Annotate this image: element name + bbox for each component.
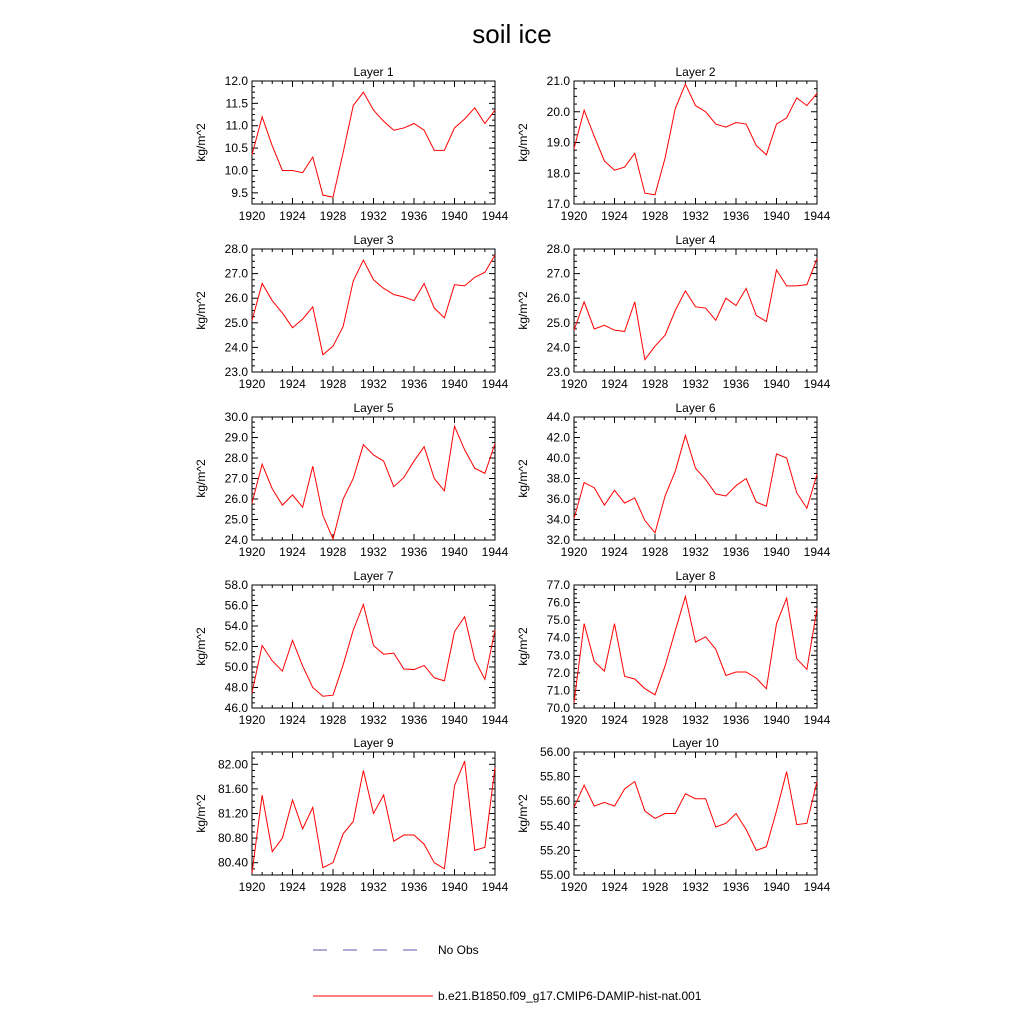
series-line: [574, 259, 817, 360]
x-tick-label: 1932: [682, 209, 709, 223]
y-tick-label: 32.0: [546, 533, 570, 547]
y-tick-label: 55.40: [539, 818, 570, 833]
series-line: [252, 604, 495, 696]
y-tick-label: 29.0: [224, 430, 248, 445]
x-tick-label: 1920: [560, 545, 588, 559]
series-line: [252, 255, 495, 355]
y-tick-label: 12.0: [224, 74, 248, 88]
x-tick-label: 1928: [641, 880, 669, 894]
x-tick-label: 1940: [441, 377, 468, 391]
y-tick-label: 55.20: [539, 843, 570, 858]
x-tick-label: 1928: [641, 713, 669, 727]
y-tick-label: 48.0: [224, 680, 248, 695]
legend-label-no-obs: No Obs: [438, 943, 479, 957]
y-axis-label: kg/m^2: [194, 459, 208, 498]
x-tick-label: 1936: [722, 209, 750, 223]
y-tick-label: 18.0: [546, 166, 570, 181]
x-tick-label: 1920: [238, 377, 266, 391]
panel-title: Layer 5: [353, 401, 394, 415]
x-tick-label: 1936: [722, 545, 750, 559]
y-tick-label: 71.0: [546, 683, 570, 698]
y-tick-label: 11.0: [225, 118, 248, 133]
y-axis-label: kg/m^2: [516, 794, 530, 833]
y-tick-label: 55.00: [539, 868, 570, 882]
x-tick-label: 1924: [279, 545, 306, 559]
panel-title: Layer 8: [675, 569, 716, 583]
x-tick-label: 1936: [722, 880, 750, 894]
x-tick-label: 1924: [601, 209, 628, 223]
plot-frame: [574, 417, 817, 540]
y-axis-label: kg/m^2: [194, 627, 208, 666]
x-tick-label: 1924: [279, 209, 306, 223]
x-tick-label: 1928: [319, 545, 347, 559]
x-tick-label: 1928: [641, 209, 669, 223]
x-tick-label: 1920: [238, 545, 266, 559]
y-tick-label: 77.0: [546, 578, 570, 592]
plot-frame: [574, 249, 817, 372]
panel-title: Layer 10: [672, 736, 719, 750]
x-tick-label: 1944: [481, 713, 509, 727]
x-tick-label: 1936: [400, 377, 428, 391]
y-tick-label: 26.0: [224, 492, 248, 506]
panel-title: Layer 6: [675, 401, 716, 415]
y-tick-label: 10.5: [224, 141, 248, 156]
y-tick-label: 23.0: [224, 365, 248, 379]
y-tick-label: 36.0: [546, 492, 570, 506]
series-line: [574, 596, 817, 702]
y-tick-label: 82.00: [217, 757, 248, 772]
x-tick-label: 1940: [763, 209, 790, 223]
y-tick-label: 38.0: [546, 471, 570, 486]
y-axis-label: kg/m^2: [516, 627, 530, 666]
y-tick-label: 81.60: [217, 781, 248, 796]
x-tick-label: 1944: [803, 880, 831, 894]
y-axis-label: kg/m^2: [516, 291, 530, 330]
panel-title: Layer 7: [353, 569, 394, 583]
figure-title: soil ice: [472, 19, 552, 49]
y-tick-label: 30.0: [224, 410, 248, 424]
y-tick-label: 54.0: [224, 619, 248, 633]
panel-1: [194, 65, 509, 223]
x-tick-label: 1936: [722, 713, 750, 727]
series-line: [252, 426, 495, 539]
panel-9: [194, 736, 509, 894]
x-tick-label: 1936: [400, 209, 428, 223]
x-tick-label: 1932: [682, 545, 709, 559]
y-tick-label: 56.00: [539, 745, 570, 759]
x-tick-label: 1924: [601, 377, 628, 391]
y-tick-label: 24.0: [546, 340, 570, 355]
x-tick-label: 1944: [481, 545, 509, 559]
x-tick-label: 1920: [560, 880, 588, 894]
x-tick-label: 1940: [441, 880, 468, 894]
x-tick-label: 1940: [441, 545, 468, 559]
y-tick-label: 76.0: [546, 595, 570, 610]
plot-frame: [574, 752, 817, 875]
y-tick-label: 34.0: [546, 512, 570, 527]
x-tick-label: 1932: [682, 377, 709, 391]
panel-4: [516, 233, 831, 391]
x-tick-label: 1932: [682, 880, 709, 894]
y-tick-label: 26.0: [546, 291, 570, 306]
y-axis-label: kg/m^2: [194, 123, 208, 162]
x-tick-label: 1928: [319, 377, 347, 391]
y-tick-label: 80.80: [217, 831, 248, 846]
panel-7: [194, 569, 509, 727]
x-tick-label: 1928: [319, 209, 347, 223]
y-tick-label: 24.0: [224, 340, 248, 355]
x-tick-label: 1924: [279, 880, 306, 894]
y-tick-label: 21.0: [546, 74, 570, 88]
y-tick-label: 28.0: [224, 451, 248, 465]
y-tick-label: 27.0: [546, 266, 570, 281]
x-tick-label: 1920: [238, 209, 266, 223]
y-tick-label: 52.0: [224, 639, 248, 654]
x-tick-label: 1920: [560, 377, 588, 391]
y-tick-label: 25.0: [224, 512, 248, 527]
panel-2: [516, 65, 831, 223]
x-tick-label: 1920: [560, 209, 588, 223]
y-tick-label: 73.0: [546, 648, 570, 663]
x-tick-label: 1940: [763, 377, 790, 391]
series-line: [252, 92, 495, 197]
x-tick-label: 1920: [238, 880, 266, 894]
plot-frame: [574, 81, 817, 204]
panel-3: [194, 233, 509, 391]
x-tick-label: 1920: [238, 713, 266, 727]
plot-frame: [252, 585, 495, 708]
x-tick-label: 1944: [481, 880, 509, 894]
x-tick-label: 1940: [441, 713, 468, 727]
panel-5: [194, 401, 509, 559]
x-tick-label: 1928: [319, 880, 347, 894]
y-tick-label: 25.0: [546, 315, 570, 330]
x-tick-label: 1924: [279, 713, 306, 727]
x-tick-label: 1924: [601, 545, 628, 559]
x-tick-label: 1928: [641, 377, 669, 391]
y-tick-label: 81.20: [217, 806, 248, 821]
y-tick-label: 40.0: [546, 451, 570, 465]
y-tick-label: 23.0: [546, 365, 570, 379]
plot-frame: [252, 249, 495, 372]
legend: [313, 943, 702, 1003]
x-tick-label: 1944: [803, 713, 831, 727]
panel-10: [516, 736, 831, 894]
y-tick-label: 46.0: [224, 701, 248, 715]
y-tick-label: 28.0: [546, 242, 570, 256]
panel-title: Layer 1: [353, 65, 394, 79]
x-tick-label: 1944: [803, 209, 831, 223]
y-tick-label: 70.0: [546, 701, 570, 715]
x-tick-label: 1928: [319, 713, 347, 727]
y-tick-label: 50.0: [224, 660, 248, 674]
x-tick-label: 1932: [360, 545, 387, 559]
y-axis-label: kg/m^2: [516, 459, 530, 498]
series-line: [574, 84, 817, 195]
y-axis-label: kg/m^2: [516, 123, 530, 162]
panels: [194, 65, 831, 894]
y-tick-label: 11.5: [225, 96, 248, 111]
x-tick-label: 1924: [601, 713, 628, 727]
y-axis-label: kg/m^2: [194, 794, 208, 833]
x-tick-label: 1936: [400, 880, 428, 894]
series-line: [574, 772, 817, 851]
panel-title: Layer 9: [353, 736, 394, 750]
x-tick-label: 1924: [601, 880, 628, 894]
y-tick-label: 9.5: [231, 185, 248, 200]
x-tick-label: 1932: [360, 880, 387, 894]
panel-title: Layer 3: [353, 233, 394, 247]
y-tick-label: 27.0: [224, 266, 248, 281]
y-axis-label: kg/m^2: [194, 291, 208, 330]
x-tick-label: 1944: [481, 377, 509, 391]
x-tick-label: 1936: [400, 545, 428, 559]
y-tick-label: 26.0: [224, 291, 248, 306]
y-tick-label: 20.0: [546, 104, 570, 119]
y-tick-label: 17.0: [546, 197, 570, 211]
plot-frame: [252, 81, 495, 204]
y-tick-label: 10.0: [224, 163, 248, 178]
x-tick-label: 1944: [803, 545, 831, 559]
series-line: [574, 435, 817, 532]
panel-8: [516, 569, 831, 727]
panel-6: [516, 401, 831, 559]
x-tick-label: 1940: [441, 209, 468, 223]
y-tick-label: 74.0: [546, 630, 570, 645]
x-tick-label: 1936: [722, 377, 750, 391]
x-tick-label: 1944: [803, 377, 831, 391]
y-tick-label: 25.0: [224, 315, 248, 330]
x-tick-label: 1932: [360, 713, 387, 727]
x-tick-label: 1940: [763, 545, 790, 559]
plot-frame: [574, 585, 817, 708]
y-tick-label: 27.0: [224, 471, 248, 486]
x-tick-label: 1932: [360, 377, 387, 391]
x-tick-label: 1932: [682, 713, 709, 727]
y-tick-label: 42.0: [546, 430, 570, 445]
y-tick-label: 24.0: [224, 533, 248, 547]
x-tick-label: 1944: [481, 209, 509, 223]
y-tick-label: 58.0: [224, 578, 248, 592]
y-tick-label: 55.80: [539, 769, 570, 784]
y-tick-label: 44.0: [546, 410, 570, 424]
x-tick-label: 1940: [763, 880, 790, 894]
panel-title: Layer 2: [675, 65, 716, 79]
x-tick-label: 1924: [279, 377, 306, 391]
x-tick-label: 1936: [400, 713, 428, 727]
y-tick-label: 55.60: [539, 794, 570, 809]
y-tick-label: 56.0: [224, 598, 248, 613]
x-tick-label: 1932: [360, 209, 387, 223]
panel-title: Layer 4: [675, 233, 716, 247]
y-tick-label: 72.0: [546, 665, 570, 680]
y-tick-label: 80.40: [217, 855, 248, 870]
x-tick-label: 1940: [763, 713, 790, 727]
series-line: [252, 761, 495, 873]
legend-label-model: b.e21.B1850.f09_g17.CMIP6-DAMIP-hist-nat.001: [438, 989, 702, 1003]
x-tick-label: 1928: [641, 545, 669, 559]
y-tick-label: 75.0: [546, 613, 570, 628]
y-tick-label: 28.0: [224, 242, 248, 256]
x-tick-label: 1920: [560, 713, 588, 727]
y-tick-label: 19.0: [546, 135, 570, 150]
